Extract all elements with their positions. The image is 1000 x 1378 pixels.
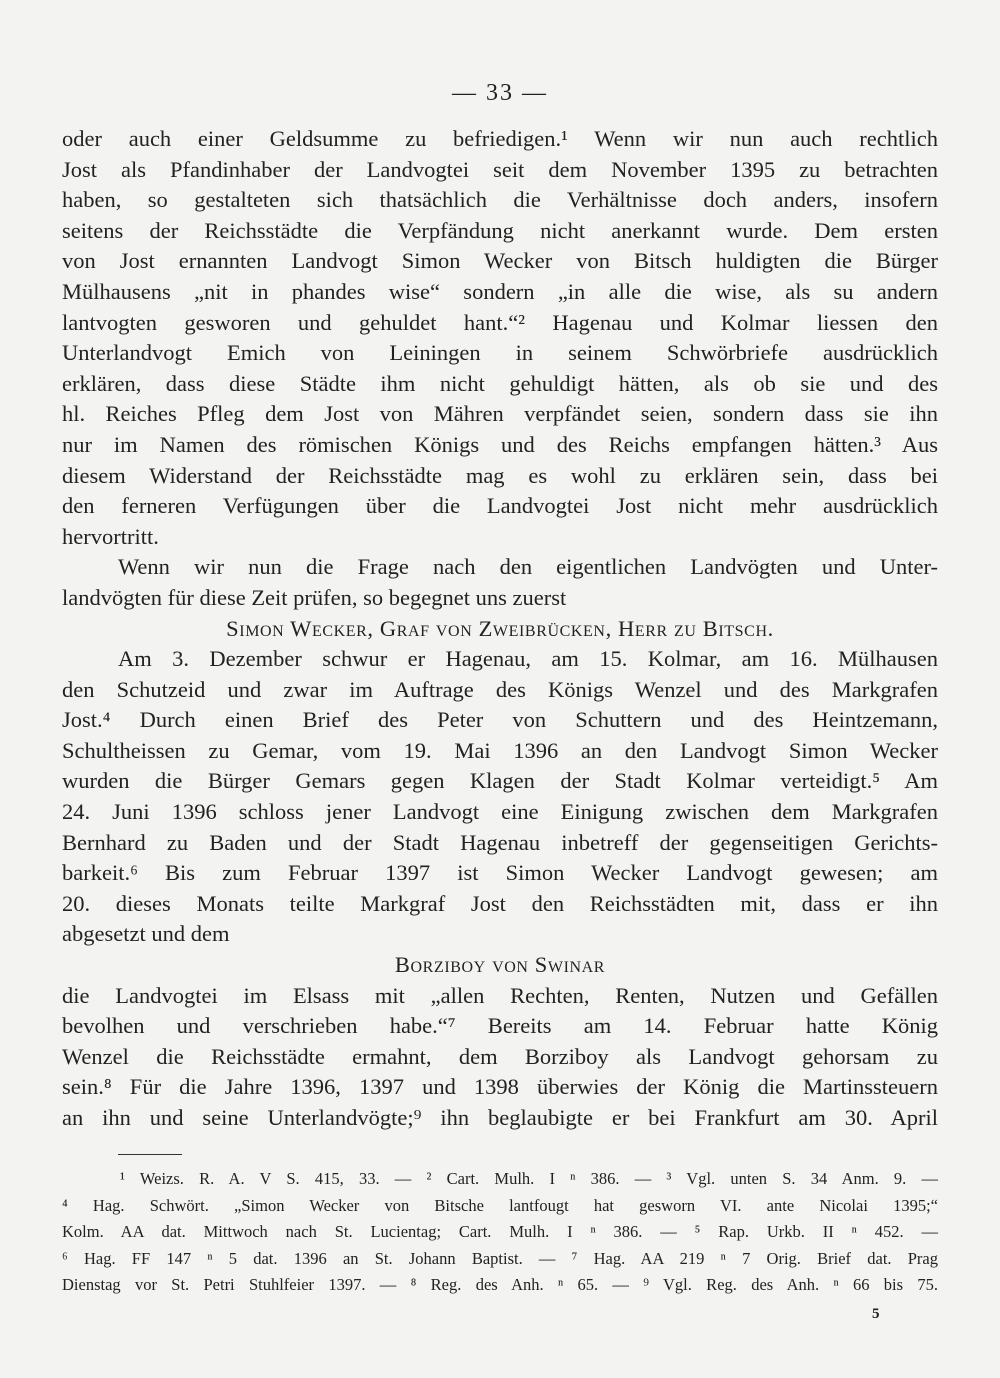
text-line: Jost als Pfandinhaber der Landvogtei seit dem November 1395 zu betrachten [62, 156, 938, 182]
text-line: an ihn und seine Unterlandvögte;⁹ ihn beglaubigte er bei Frankfurt am 30. April [62, 1105, 938, 1130]
text-line: Wenn wir nun die Frage nach den eigentlichen Landvögten und Unter- [118, 554, 938, 580]
footnotes [62, 1166, 938, 1299]
text-line: den Schutzeid und zwar im Auftrage des Königs Wenzel und des Markgrafen [62, 676, 938, 702]
text-line: erklären, dass diese Städte ihm nicht gehuldigt hätten, als ob sie und des [62, 370, 938, 396]
text-line: hl. Reiches Pfleg dem Jost von Mähren verpfändet seien, sondern dass sie ihn [62, 401, 938, 427]
text-line: Jost.⁴ Durch einen Brief des Peter von Schuttern und des Heintzemann, [62, 707, 938, 733]
body-text [62, 124, 938, 1134]
text-line: landvögten für diese Zeit prüfen, so begegnet uns zuerst [62, 584, 567, 610]
text-line: Am 3. Dezember schwur er Hagenau, am 15. Kolmar, am 16. Mülhausen [118, 646, 938, 672]
text-line: diesem Widerstand der Reichsstädte mag es wohl zu erklären sein, dass bei [62, 462, 938, 488]
footnote-line: ⁴ Hag. Schwört. „Simon Wecker von Bitsche lantfougt hat gesworn VI. ante Nicolai 1395;“ [62, 1195, 938, 1215]
text-line: barkeit.⁶ Bis zum Februar 1397 ist Simon Wecker Landvogt gewesen; am [62, 860, 938, 886]
text-line: Unterlandvogt Emich von Leiningen in seinem Schwörbriefe ausdrücklich [62, 340, 938, 366]
text-line: nur im Namen des römischen Königs und des Reichs empfangen hätten.³ Aus [62, 431, 938, 457]
text-line: Schultheissen zu Gemar, vom 19. Mai 1396 an den Landvogt Simon Wecker [62, 737, 938, 763]
text-line: wurden die Bürger Gemars gegen Klagen der Stadt Kolmar verteidigt.⁵ Am [62, 768, 938, 794]
footnote-line: ¹ Weizs. R. A. V S. 415, 33. — ² Cart. Mulh. I ⁿ 386. — ³ Vgl. unten S. 34 Anm. 9. — [120, 1169, 938, 1188]
text-line: Mülhausens „nit in phandes wise“ sondern „in alle die wise, als su andern [62, 278, 938, 304]
text-line: 24. Juni 1396 schloss jener Landvogt eine Einigung zwischen dem Markgrafen [62, 799, 938, 825]
text-line: 20. dieses Monats teilte Markgraf Jost den Reichsstädten mit, dass er ihn [62, 890, 938, 916]
text-line: die Landvogtei im Elsass mit „allen Rechten, Renten, Nutzen und Gefällen [62, 982, 938, 1008]
page-number: — 33 — [452, 80, 548, 106]
text-line: seitens der Reichsstädte die Verpfändung nicht anerkannt wurde. Dem ersten [62, 217, 938, 243]
text-line: abgesetzt und dem [62, 921, 230, 947]
text-line: von Jost ernannten Landvogt Simon Wecker von Bitsch huldigten die Bürger [62, 248, 938, 274]
text-line: bevolhen und verschrieben habe.“⁷ Bereits am 14. Februar hatte König [62, 1013, 938, 1039]
text-line: hervortritt. [62, 523, 159, 549]
footnote-line: Kolm. AA dat. Mittwoch nach St. Lucientag; Cart. Mulh. I ⁿ 386. — ⁵ Rap. Urkb. II ⁿ 452. — [62, 1222, 938, 1241]
footnote-line: Dienstag vor St. Petri Stuhlfeier 1397. — ⁸ Reg. des Anh. ⁿ 65. — ⁹ Vgl. Reg. des Anh. ⁿ 66 bis 75. [62, 1275, 938, 1294]
text-line: lantvogten gesworen und gehuldet hant.“² Hagenau und Kolmar liessen den [62, 309, 938, 335]
text-line: haben, so gestalteten sich thatsächlich die Verhältnisse doch anders, insofern [62, 187, 938, 213]
text-line: Wenzel die Reichsstädte ermahnt, dem Borziboy als Landvogt gehorsam zu [62, 1043, 938, 1069]
text-line: sein.⁸ Für die Jahre 1396, 1397 und 1398 überwies der König die Martinssteuern [62, 1074, 938, 1100]
text-line: Bernhard zu Baden und der Stadt Hagenau inbetreff der gegenseitigen Gerichts- [62, 829, 938, 855]
text-line: den ferneren Verfügungen über die Landvogtei Jost nicht mehr ausdrücklich [62, 493, 938, 519]
signature-mark: 5 [872, 1306, 880, 1322]
section-heading: Simon Wecker, Graf von Zweibrücken, Herr zu Bitsch. [226, 615, 774, 641]
section-heading: Borziboy von Swinar [394, 952, 606, 978]
text-line: oder auch einer Geldsumme zu befriedigen.¹ Wenn wir nun auch rechtlich [62, 126, 938, 151]
footnote-rule [118, 1154, 182, 1155]
footnote-line: ⁶ Hag. FF 147 ⁿ 5 dat. 1396 an St. Johann Baptist. — ⁷ Hag. AA 219 ⁿ 7 Orig. Brief dat. Prag [62, 1248, 938, 1268]
